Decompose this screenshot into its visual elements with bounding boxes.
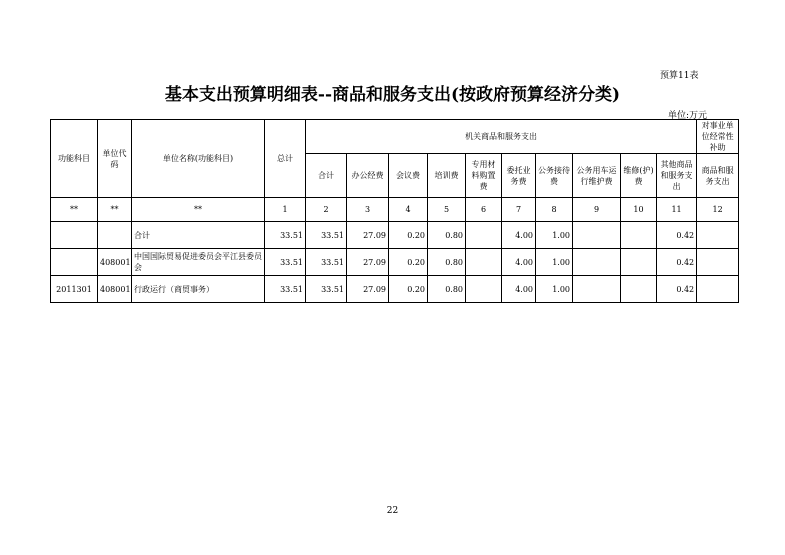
header-func-subject: 功能科目 [51,120,98,198]
cell-func-subject: 2011301 [51,276,98,303]
page-number: 22 [386,506,399,516]
cell-value: 0.80 [428,222,466,249]
cell-value: 33.51 [306,222,347,249]
index-cell: 3 [347,198,389,222]
header-sub: 公务接待费 [536,154,573,198]
cell-unit-name: 行政运行（商贸事务） [132,276,265,303]
cell-unit-name: 中国国际贸易促进委员会平江县委员会 [132,249,265,276]
header-unit-code: 单位代码 [98,120,132,198]
cell-value: 0.20 [389,222,428,249]
index-cell: ** [51,198,98,222]
index-cell: 11 [657,198,697,222]
cell-value: 33.51 [306,276,347,303]
index-cell: 5 [428,198,466,222]
cell-value: 33.51 [265,276,306,303]
cell-value: 0.20 [389,276,428,303]
index-cell: 1 [265,198,306,222]
header-sub: 维修(护)费 [621,154,657,198]
header-group-subsidy: 对事业单位经常性补助 [697,120,739,154]
cell-unit-code: 408001 [98,276,132,303]
cell-value [621,249,657,276]
cell-unit-code [98,222,132,249]
cell-value: 0.20 [389,249,428,276]
index-cell: 8 [536,198,573,222]
cell-value: 1.00 [536,276,573,303]
cell-value [466,222,502,249]
cell-value: 0.80 [428,249,466,276]
cell-value: 4.00 [502,222,536,249]
cell-value [573,249,621,276]
index-cell: 6 [466,198,502,222]
cell-value [621,222,657,249]
header-unit-name: 单位名称(功能科目) [132,120,265,198]
header-sub: 会议费 [389,154,428,198]
table-row [51,276,739,303]
index-cell: 12 [697,198,739,222]
cell-value: 33.51 [306,249,347,276]
cell-value: 4.00 [502,249,536,276]
header-sub: 培训费 [428,154,466,198]
header-sub: 办公经费 [347,154,389,198]
cell-value: 1.00 [536,249,573,276]
cell-value: 1.00 [536,222,573,249]
index-cell: ** [132,198,265,222]
table-row [51,249,739,276]
cell-value [697,249,739,276]
unit-label: 单位:万元 [668,111,708,121]
header-sub: 专用材料购置费 [466,154,502,198]
index-cell: 7 [502,198,536,222]
index-cell: ** [98,198,132,222]
budget-table [50,119,739,303]
cell-value: 27.09 [347,276,389,303]
cell-value: 0.80 [428,276,466,303]
cell-value [697,276,739,303]
cell-value: 0.42 [657,222,697,249]
cell-value [573,276,621,303]
cell-value: 4.00 [502,276,536,303]
index-cell: 4 [389,198,428,222]
header-sub: 其他商品和服务支出 [657,154,697,198]
header-group-main: 机关商品和服务支出 [306,120,697,154]
cell-value [466,249,502,276]
cell-value: 33.51 [265,222,306,249]
cell-value: 27.09 [347,249,389,276]
cell-value [466,276,502,303]
cell-value: 27.09 [347,222,389,249]
header-row-1 [51,120,739,154]
cell-value [697,222,739,249]
index-row [51,198,739,222]
header-sub: 商品和服务支出 [697,154,739,198]
cell-value: 33.51 [265,249,306,276]
cell-unit-code: 408001 [98,249,132,276]
header-sub: 委托业务费 [502,154,536,198]
cell-func-subject [51,222,98,249]
table-row [51,222,739,249]
page-title: 基本支出预算明细表--商品和服务支出(按政府预算经济分类) [164,85,621,105]
cell-unit-name: 合计 [132,222,265,249]
cell-value: 0.42 [657,249,697,276]
header-sub: 公务用车运行维护费 [573,154,621,198]
form-number: 预算11表 [660,71,699,81]
cell-value [621,276,657,303]
index-cell: 10 [621,198,657,222]
index-cell: 2 [306,198,347,222]
header-total: 总计 [265,120,306,198]
cell-func-subject [51,249,98,276]
cell-value [573,222,621,249]
cell-value: 0.42 [657,276,697,303]
header-sub: 合计 [306,154,347,198]
index-cell: 9 [573,198,621,222]
